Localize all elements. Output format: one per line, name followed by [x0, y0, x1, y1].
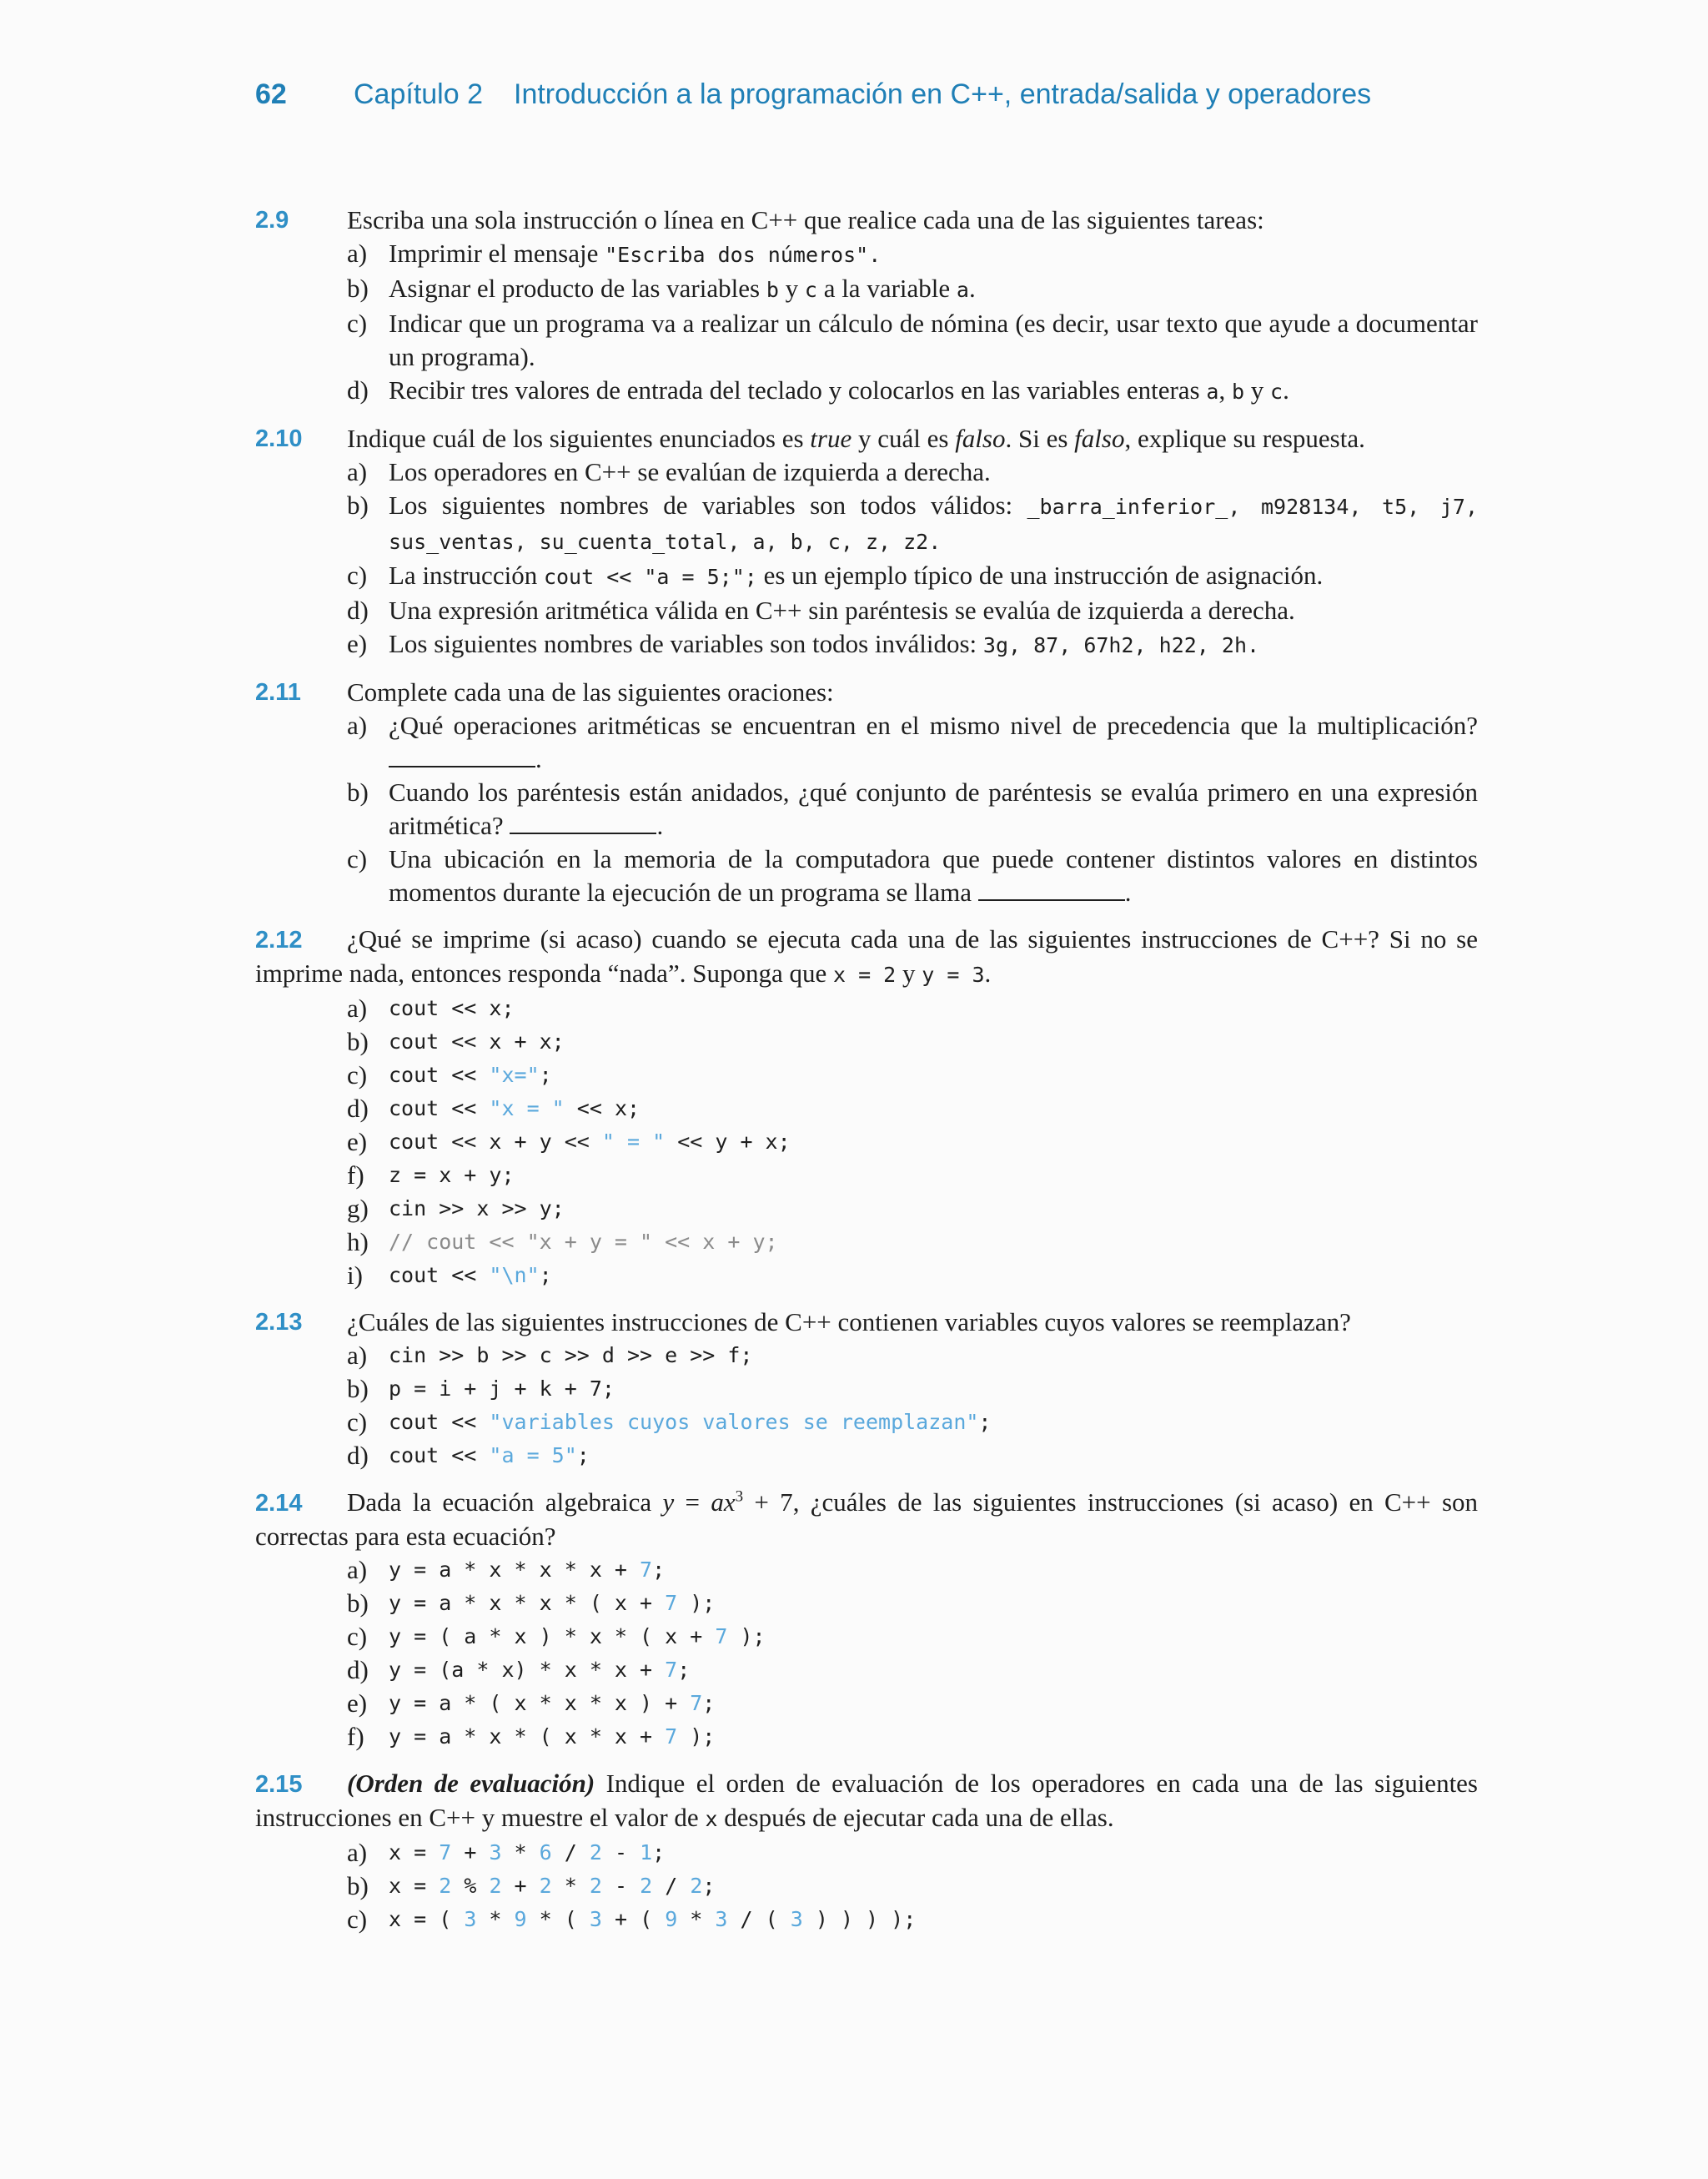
code-line [389, 1125, 1478, 1159]
answer-blank [389, 742, 535, 767]
exercise-number: 2.15 [255, 1771, 303, 1798]
item-label: i) [347, 1261, 363, 1290]
math: ax [711, 1487, 736, 1517]
code-line [389, 1092, 1478, 1125]
item-text [389, 489, 1478, 559]
text: y cuál es [851, 424, 956, 453]
item-text: Una expresión aritmética válida en C++ sin paréntesis se evalúa de izquierda a derecha. [389, 596, 1295, 625]
code-line: cout << x + x; [389, 1029, 565, 1054]
item-label: f) [347, 1160, 364, 1190]
list-item [347, 627, 1478, 662]
code: ; [978, 1410, 992, 1434]
list-item [347, 709, 1478, 776]
code-line [389, 1620, 1478, 1653]
text: , ¿cuáles de las siguientes instrucciones (si acaso) en C++ son correctas para esta ecuación? [255, 1487, 1479, 1551]
text: falso [955, 424, 1006, 453]
item-label: d) [347, 1441, 369, 1470]
chapter-label: Capítulo 2 [354, 78, 483, 110]
code-line [389, 1687, 1478, 1720]
item-label: b) [347, 491, 369, 520]
code-line [389, 1259, 1478, 1292]
code: * ( [526, 1907, 590, 1931]
string-literal: "a = 5" [489, 1443, 577, 1467]
number-literal: 7 [665, 1724, 678, 1749]
item-label: b) [347, 1871, 369, 1900]
exercise-2-13 [255, 1306, 1478, 1472]
text: y [778, 274, 805, 303]
item-text [389, 709, 1478, 776]
exercise-number: 2.13 [255, 1309, 303, 1336]
text: después de ejecutar cada una de ellas. [717, 1803, 1114, 1832]
item-label: a) [347, 711, 368, 740]
code: y = ( a * x ) * x * ( x + [389, 1624, 716, 1648]
exercise-number: 2.9 [255, 207, 289, 234]
item-text: Indicar que un programa va a realizar un cálculo de nómina (es decir, usar texto que ayude a documentar un programa). [389, 309, 1478, 371]
code: _barra_inferior_, m928134, t5, j7, sus_ventas, su_cuenta_total, a, b, c, z, z2. [389, 495, 1479, 554]
list-item [347, 1192, 1478, 1225]
code: x = ( [389, 1907, 465, 1931]
code: << y + x; [665, 1130, 791, 1154]
number-literal: 9 [665, 1907, 678, 1931]
math-exponent: 3 [735, 1487, 744, 1506]
list-item [347, 1159, 1478, 1192]
number-literal: 6 [539, 1840, 552, 1864]
text: true [810, 424, 852, 453]
list-item [347, 1620, 1478, 1653]
string-literal: "\n" [489, 1263, 540, 1287]
item-text [389, 374, 1478, 409]
number-literal: 3 [489, 1840, 502, 1864]
code: c [1270, 380, 1284, 404]
exercises [255, 204, 1478, 1950]
text: Los siguientes nombres de variables son todos válidos: [389, 491, 1027, 520]
code-line: z = x + y; [389, 1163, 515, 1187]
item-label: b) [347, 1588, 369, 1618]
code: ; [652, 1558, 666, 1582]
code: cout << [389, 1063, 490, 1087]
item-label: c) [347, 1407, 368, 1437]
item-text [389, 559, 1478, 594]
list-item [347, 1259, 1478, 1292]
code-line [389, 1653, 1478, 1687]
code-line: cin >> x >> y; [389, 1196, 565, 1220]
exercise-intro: ¿Cuáles de las siguientes instrucciones de C++ contienen variables cuyos valores se reemplazan? [347, 1307, 1351, 1336]
text: . [535, 744, 542, 773]
exercise-number: 2.11 [255, 679, 301, 706]
code: y = a * x * x * ( x + [389, 1591, 666, 1615]
text: Imprimir el mensaje [389, 239, 605, 268]
text: . [1124, 878, 1132, 907]
code: - [601, 1840, 640, 1864]
text: Los siguientes nombres de variables son todos inválidos: [389, 629, 983, 658]
code-line: p = i + j + k + 7; [389, 1376, 615, 1401]
code: y = a * x * x * x + [389, 1558, 640, 1582]
string-literal: "x=" [489, 1063, 540, 1087]
code: y = a * ( x * x * x ) + [389, 1691, 691, 1715]
code-line [389, 1870, 1478, 1903]
item-label: c) [347, 309, 368, 338]
item-label: a) [347, 239, 368, 268]
number-literal: 7 [439, 1840, 452, 1864]
text: Cuando los paréntesis están anidados, ¿qué conjunto de paréntesis se evalúa primero en una expresión aritmética? [389, 777, 1478, 840]
number-literal: 3 [589, 1907, 602, 1931]
item-label: e) [347, 1127, 368, 1156]
code-line [389, 1059, 1478, 1092]
item-label: b) [347, 777, 369, 807]
item-label: b) [347, 274, 369, 303]
list-item [347, 455, 1478, 489]
code: b [1231, 380, 1244, 404]
list-item [347, 843, 1478, 909]
code: x = [389, 1840, 440, 1864]
item-label: a) [347, 1555, 368, 1584]
number-literal: 1 [640, 1840, 653, 1864]
page-number: 62 [255, 78, 287, 110]
code: ; [702, 1874, 716, 1898]
item-label: b) [347, 1374, 369, 1403]
list-item [347, 237, 1478, 272]
exercise-intro [255, 1486, 1478, 1553]
list-item [347, 1372, 1478, 1406]
exercise-2-9 [255, 204, 1478, 409]
code: a [956, 278, 969, 302]
item-label: h) [347, 1227, 369, 1256]
item-label: d) [347, 596, 369, 625]
code: + [501, 1874, 540, 1898]
code-line [389, 1720, 1478, 1754]
item-text: Los operadores en C++ se evalúan de izquierda a derecha. [389, 457, 991, 486]
item-label: c) [347, 844, 368, 873]
text: . [1283, 375, 1289, 405]
code: ) ) ) ); [802, 1907, 917, 1931]
list-item [347, 1587, 1478, 1620]
number-literal: 2 [489, 1874, 502, 1898]
number-literal: 2 [589, 1840, 602, 1864]
code: ; [576, 1443, 590, 1467]
code: y = (a * x) * x * x + [389, 1658, 666, 1682]
answer-blank [510, 809, 656, 834]
item-text [389, 272, 1478, 307]
code-line: cin >> b >> c >> d >> e >> f; [389, 1343, 753, 1367]
code: + ( [601, 1907, 666, 1931]
item-label: c) [347, 561, 368, 590]
text: Asignar el producto de las variables [389, 274, 766, 303]
code: a [1206, 380, 1219, 404]
text: Indique el orden de evaluación de los operadores en cada una de las siguientes instrucciones en C++ y muestre el valor de [255, 1769, 1479, 1832]
item-label: e) [347, 629, 368, 658]
list-item [347, 1870, 1478, 1903]
exercise-2-12 [255, 923, 1478, 1292]
list-item [347, 307, 1478, 374]
list-item [347, 1903, 1478, 1936]
number-literal: 3 [790, 1907, 803, 1931]
text: falso [1074, 424, 1125, 453]
text: Una ubicación en la memoria de la computadora que puede contener distintos valores en distintos momentos durante la ejecución de un programa se llama [389, 844, 1478, 907]
math: y [662, 1487, 675, 1517]
exercise-intro [255, 1767, 1478, 1836]
text: a la variable [816, 274, 957, 303]
code: x [705, 1807, 718, 1831]
code: / [551, 1840, 590, 1864]
code: ; [539, 1263, 552, 1287]
text: ¿Qué se imprime (si acaso) cuando se ejecuta cada una de las siguientes instrucciones de C++? Si no se imprime nada, entonces responda “nada”. Suponga que [255, 924, 1478, 988]
item-label: a) [347, 994, 368, 1023]
math: = [674, 1487, 711, 1517]
code-line [389, 1587, 1478, 1620]
text: . [968, 274, 976, 303]
item-text [389, 776, 1478, 843]
exercise-intro [347, 422, 1478, 455]
chapter-title: Introducción a la programación en C++, entrada/salida y operadores [514, 78, 1372, 110]
list-item [347, 1653, 1478, 1687]
code: cout << x + y << [389, 1130, 602, 1154]
list-item [347, 776, 1478, 843]
code: << x; [564, 1096, 640, 1120]
number-literal: 2 [589, 1874, 602, 1898]
text: y [896, 959, 922, 988]
list-item [347, 1225, 1478, 1259]
item-label: d) [347, 375, 369, 405]
item-text [389, 237, 1478, 272]
code: ); [727, 1624, 766, 1648]
text: , explique su respuesta. [1124, 424, 1365, 453]
code-line [389, 1406, 1478, 1439]
item-label: f) [347, 1722, 364, 1751]
code: ; [652, 1840, 666, 1864]
code: cout << [389, 1443, 490, 1467]
code: b [766, 278, 779, 302]
item-label: e) [347, 1688, 368, 1718]
list-item [347, 1406, 1478, 1439]
list-item [347, 1092, 1478, 1125]
exercise-intro: Complete cada una de las siguientes oraciones: [347, 677, 834, 707]
code: 3g, 87, 67h2, h22, 2h. [982, 633, 1260, 657]
item-label: c) [347, 1622, 368, 1651]
answer-blank [978, 876, 1125, 901]
text: Dada la ecuación algebraica [347, 1487, 663, 1517]
code: c [804, 278, 817, 302]
item-label: a) [347, 1341, 368, 1370]
code: cout << [389, 1263, 490, 1287]
text: . [984, 959, 992, 988]
number-literal: 2 [439, 1874, 452, 1898]
code: * [501, 1840, 540, 1864]
math: + 7 [743, 1487, 793, 1517]
exercise-2-11 [255, 676, 1478, 909]
list-item [347, 1687, 1478, 1720]
code: ; [677, 1658, 691, 1682]
list-item [347, 489, 1478, 559]
code: + [451, 1840, 490, 1864]
list-item [347, 1125, 1478, 1159]
item-label: g) [347, 1194, 369, 1223]
code: / ( [727, 1907, 791, 1931]
code: * [476, 1907, 515, 1931]
number-literal: 7 [665, 1658, 678, 1682]
number-literal: 2 [640, 1874, 653, 1898]
code-line [389, 1836, 1478, 1870]
list-item [347, 374, 1478, 409]
exercise-2-14 [255, 1486, 1478, 1754]
code: x = [389, 1874, 440, 1898]
text: , [1218, 375, 1232, 405]
list-item [347, 1439, 1478, 1472]
number-literal: 2 [539, 1874, 552, 1898]
code-comment: // cout << "x + y = " << x + y; [389, 1230, 778, 1254]
exercise-intro: Escriba una sola instrucción o línea en C++ que realice cada una de las siguientes tareas: [347, 205, 1264, 234]
exercise-number: 2.12 [255, 927, 303, 954]
text: ¿Qué operaciones aritméticas se encuentran en el mismo nivel de precedencia que la multiplicación? [389, 711, 1478, 740]
exercise-number: 2.10 [255, 425, 303, 452]
code-line [389, 1553, 1478, 1587]
number-literal: 7 [665, 1591, 678, 1615]
exercise-title: (Orden de evaluación) [347, 1769, 595, 1798]
text: Indique cuál de los siguientes enunciados es [347, 424, 811, 453]
code: x = 2 [832, 963, 897, 987]
list-item [347, 1720, 1478, 1754]
item-label: c) [347, 1905, 368, 1934]
code: ); [677, 1591, 716, 1615]
code: cout << "a = 5;"; [543, 565, 757, 589]
exercise-2-15 [255, 1767, 1478, 1936]
text: La instrucción [389, 561, 544, 590]
item-label: c) [347, 1060, 368, 1090]
number-literal: 3 [715, 1907, 728, 1931]
code-line [389, 1439, 1478, 1472]
list-item [347, 272, 1478, 307]
text: . Si es [1005, 424, 1075, 453]
item-text [389, 843, 1478, 909]
string-literal: " = " [601, 1130, 666, 1154]
text: . [656, 811, 664, 840]
text: y [1244, 375, 1270, 405]
list-item [347, 1059, 1478, 1092]
item-text [389, 627, 1478, 662]
exercise-intro [255, 923, 1478, 992]
text: es un ejemplo típico de una instrucción de asignación. [756, 561, 1324, 590]
number-literal: 2 [690, 1874, 703, 1898]
exercise-number: 2.14 [255, 1490, 303, 1517]
code: ; [539, 1063, 552, 1087]
code: * [677, 1907, 716, 1931]
code: - [601, 1874, 640, 1898]
text: Recibir tres valores de entrada del teclado y colocarlos en las variables enteras [389, 375, 1207, 405]
code: ); [677, 1724, 716, 1749]
string-literal: "x = " [489, 1096, 565, 1120]
code-line: cout << x; [389, 996, 515, 1020]
code: y = 3 [922, 963, 985, 987]
code: "Escriba dos números". [605, 243, 882, 267]
code: y = a * x * ( x * x + [389, 1724, 666, 1749]
list-item [347, 1339, 1478, 1372]
item-label: a) [347, 1838, 368, 1867]
item-label: d) [347, 1655, 369, 1684]
code-line [389, 1903, 1478, 1936]
code: cout << [389, 1410, 490, 1434]
number-literal: 7 [690, 1691, 703, 1715]
code: % [451, 1874, 490, 1898]
number-literal: 9 [514, 1907, 527, 1931]
number-literal: 3 [464, 1907, 477, 1931]
code: cout << [389, 1096, 490, 1120]
list-item [347, 992, 1478, 1025]
code: ; [702, 1691, 716, 1715]
number-literal: 7 [715, 1624, 728, 1648]
string-literal: "variables cuyos valores se reemplazan" [489, 1410, 979, 1434]
item-label: a) [347, 457, 368, 486]
number-literal: 7 [640, 1558, 653, 1582]
list-item [347, 1836, 1478, 1870]
exercise-2-10 [255, 422, 1478, 662]
list-item [347, 594, 1478, 627]
list-item [347, 559, 1478, 594]
list-item [347, 1025, 1478, 1059]
list-item [347, 1553, 1478, 1587]
code: * [551, 1874, 590, 1898]
item-label: d) [347, 1094, 369, 1123]
code: / [652, 1874, 691, 1898]
item-label: b) [347, 1027, 369, 1056]
